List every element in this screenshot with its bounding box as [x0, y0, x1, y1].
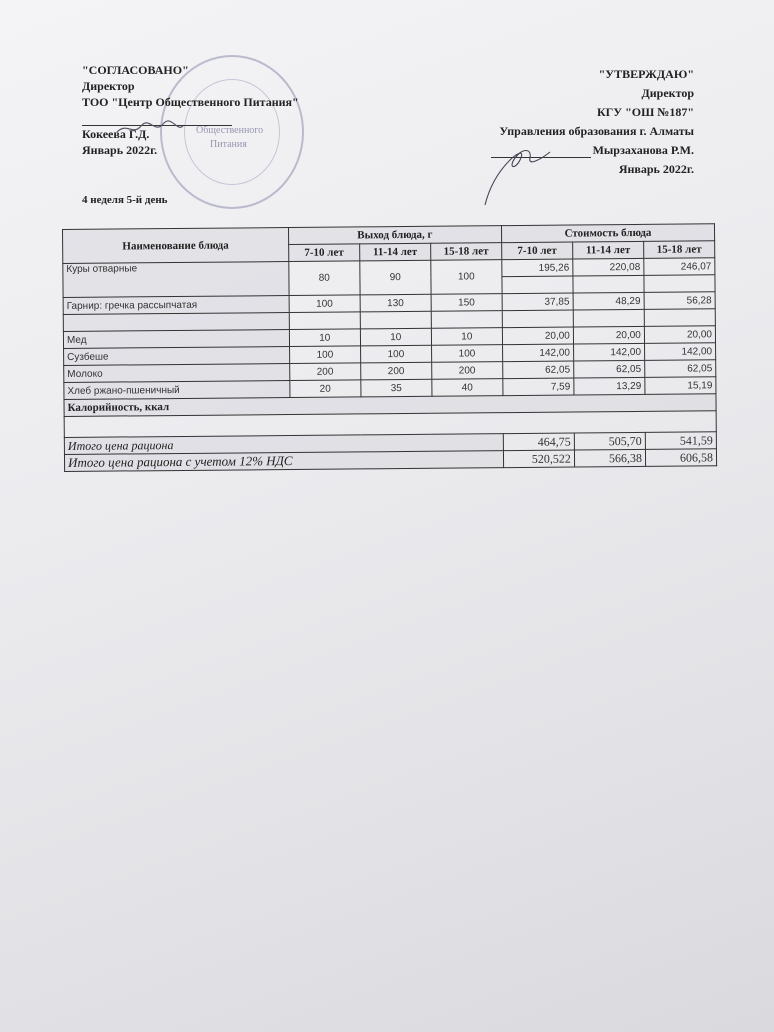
- cost-7-10: 62,05: [503, 361, 574, 379]
- output-15-18: 10: [431, 328, 502, 346]
- cost-11-14: 13,29: [574, 377, 645, 395]
- cost-7-10: 7,59: [503, 378, 574, 396]
- total-7-10: 464,75: [503, 433, 574, 451]
- total-vat-7-10: 520,522: [503, 450, 574, 468]
- cost-11-14: 48,29: [573, 292, 644, 310]
- output-7-10: 10: [289, 329, 360, 347]
- approval-right-date: Январь 2022г.: [618, 162, 694, 176]
- approval-left-block: [82, 62, 299, 158]
- output-7-10: 100: [289, 346, 360, 364]
- col-cost-age-1: 7-10 лет: [501, 242, 572, 260]
- dish-name: Сузбеше: [64, 347, 290, 366]
- approval-right-department: Управления образования г. Алматы: [499, 124, 694, 138]
- output-11-14: 10: [360, 328, 431, 346]
- col-cost-age-2: 11-14 лет: [573, 241, 644, 259]
- right-signature-icon: [470, 130, 560, 210]
- cost-11-14: 62,05: [574, 360, 645, 378]
- approval-left-title: "СОГЛАСОВАНО": [82, 63, 189, 77]
- output-7-10: 80: [289, 261, 360, 296]
- output-11-14: 100: [360, 345, 431, 363]
- cost-15-18: 62,05: [645, 360, 716, 378]
- approval-right-position: Директор: [641, 86, 694, 100]
- approval-right-name: Мырзаханова Р.М.: [592, 143, 694, 157]
- stamp-text-2: Питания: [210, 139, 247, 150]
- col-output-age-3: 15-18 лет: [430, 243, 501, 261]
- total-vat-11-14: 566,38: [574, 449, 645, 467]
- output-11-14: 90: [360, 260, 431, 295]
- calories-label: Калорийность, ккал: [64, 394, 716, 417]
- total-vat-15-18: 606,58: [645, 449, 716, 467]
- cost-7-10: 195,26: [502, 259, 573, 277]
- cost-15-18: 142,00: [644, 343, 715, 361]
- dish-name: Мед: [63, 330, 289, 349]
- cost-15-18: 15,19: [645, 377, 716, 395]
- cost-11-14: 220,08: [573, 258, 644, 276]
- output-11-14: 200: [361, 362, 432, 380]
- output-15-18: 150: [431, 294, 502, 312]
- cost-15-18: 56,28: [644, 292, 715, 310]
- total-vat-label: Итого цена рациона с учетом 12% НДС: [64, 451, 503, 472]
- total-11-14: 505,70: [574, 432, 645, 450]
- output-15-18: 100: [431, 345, 502, 363]
- col-group-cost: Стоимость блюда: [501, 224, 714, 243]
- dish-name: Гарнир: гречка рассыпчатая: [63, 296, 289, 315]
- col-output-age-1: 7-10 лет: [288, 244, 359, 262]
- approval-left-organization: ТОО "Центр Общественного Питания": [82, 95, 299, 109]
- cost-15-18: 20,00: [644, 326, 715, 344]
- output-7-10: 20: [290, 380, 361, 398]
- cost-7-10: 37,85: [502, 293, 573, 311]
- menu-table: [62, 223, 717, 472]
- output-7-10: 100: [289, 295, 360, 313]
- total-label: Итого цена рациона: [64, 434, 503, 455]
- left-signature-icon: [115, 118, 185, 140]
- approval-right-title: "УТВЕРЖДАЮ": [598, 67, 694, 81]
- col-cost-age-3: 15-18 лет: [644, 241, 715, 259]
- dish-name: Куры отварные: [63, 262, 289, 298]
- cost-15-18: 246,07: [644, 258, 715, 276]
- approval-left-date: Январь 2022г.: [82, 143, 158, 157]
- week-day-label: 4 неделя 5-й день: [82, 194, 168, 206]
- cost-7-10: 20,00: [502, 327, 573, 345]
- stamp-text-1: Общественного: [196, 125, 264, 136]
- output-7-10: 200: [289, 363, 360, 381]
- dish-name: Хлеб ржано-пшеничный: [64, 381, 290, 400]
- col-group-output: Выход блюда, г: [288, 226, 501, 245]
- output-11-14: 130: [360, 294, 431, 312]
- cost-11-14: 142,00: [573, 343, 644, 361]
- dish-name: Молоко: [64, 364, 290, 383]
- col-output-age-2: 11-14 лет: [359, 243, 430, 261]
- total-15-18: 541,59: [645, 432, 716, 450]
- output-15-18: 200: [432, 362, 503, 380]
- output-15-18: 100: [431, 260, 502, 295]
- col-dish-name: Наименование блюда: [63, 228, 289, 264]
- approval-right-organization: КГУ "ОШ №187": [596, 105, 694, 119]
- approval-left-position: Директор: [82, 79, 135, 93]
- cost-11-14: 20,00: [573, 326, 644, 344]
- approval-left-name: Кокеева Г.Д.: [82, 127, 150, 141]
- output-15-18: 40: [432, 379, 503, 397]
- output-11-14: 35: [361, 379, 432, 397]
- cost-7-10: 142,00: [502, 344, 573, 362]
